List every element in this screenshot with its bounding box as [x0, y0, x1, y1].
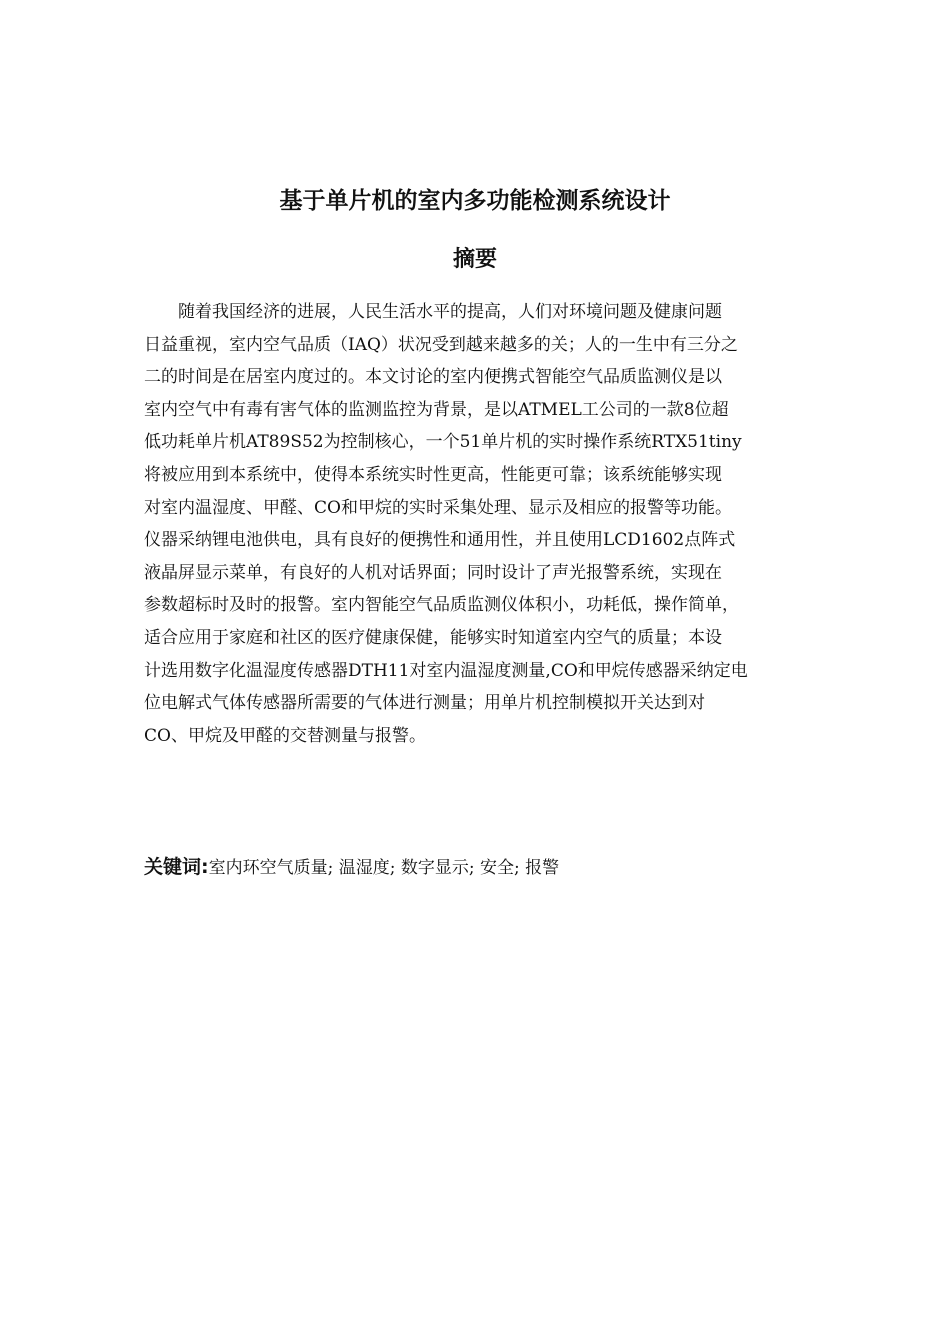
- keywords: [144, 852, 816, 882]
- abstract-line: 计选用数字化温湿度传感器DTH11对室内温湿度测量,CO和甲烷传感器采纳定电: [144, 660, 748, 681]
- abstract-line: 仪器采纳锂电池供电，具有良好的便携性和通用性，并且使用LCD1602点阵式: [144, 530, 736, 551]
- abstract-line: 低功耗单片机AT89S52为控制核心，一个51单片机的实时操作系统RTX51tiny: [144, 432, 742, 453]
- abstract-line: 日益重视，室内空气品质（IAQ）状况受到越来越多的关；人的一生中有三分之: [144, 334, 738, 355]
- abstract-line: 液晶屏显示菜单，有良好的人机对话界面；同时设计了声光报警系统，实现在: [144, 562, 722, 583]
- abstract-line: 对室内温湿度、甲醛、CO和甲烷的实时采集处理、显示及相应的报警等功能。: [144, 497, 732, 518]
- abstract-line: 位电解式气体传感器所需要的气体进行测量；用单片机控制模拟开关达到对: [144, 693, 705, 714]
- document-title: 基于单片机的室内多功能检测系统设计: [279, 188, 671, 214]
- abstract-line: 随着我国经济的进展，人民生活水平的提高，人们对环境问题及健康问题: [178, 302, 722, 322]
- abstract-line: 参数超标时及时的报警。室内智能空气品质监测仪体积小，功耗低，操作简单，: [144, 595, 739, 616]
- abstract-line: 室内空气中有毒有害气体的监测监控为背景，是以ATMEL工公司的一款8位超: [144, 399, 729, 420]
- abstract-line: 将被应用到本系统中，使得本系统实时性更高，性能更可靠；该系统能够实现: [144, 464, 722, 485]
- abstract-line: CO、甲烷及甲醛的交替测量与报警。: [144, 725, 426, 746]
- abstract-line: 适合应用于家庭和社区的医疗健康保健，能够实时知道室内空气的质量；本设: [144, 627, 722, 648]
- keywords-text: 室内环空气质量; 温湿度; 数字显示; 安全; 报警: [208, 858, 560, 878]
- abstract-body: [144, 296, 816, 752]
- abstract-line: 二的时间是在居室内度过的。本文讨论的室内便携式智能空气品质监测仪是以: [144, 367, 722, 388]
- keywords-label: 关键词:: [144, 856, 209, 878]
- abstract-heading: 摘要: [452, 247, 497, 272]
